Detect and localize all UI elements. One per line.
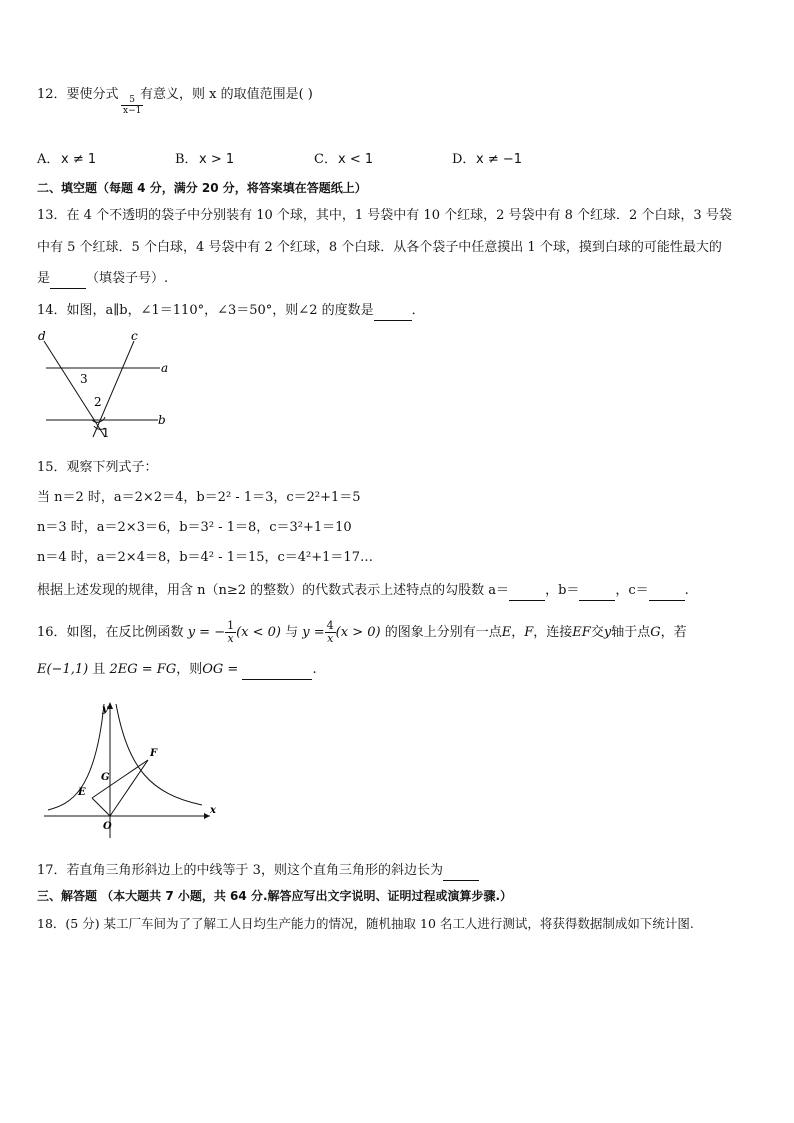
q15-blank-b[interactable] <box>579 582 615 601</box>
q16-f2-num: 4 <box>326 619 334 632</box>
label-a: a <box>161 361 169 375</box>
q15-row-3: n＝4 时，a＝2×4＝8，b＝4² - 1＝15，c＝4²+1＝17… <box>37 550 373 565</box>
q15-row-2: n＝3 时，a＝2×3＝6，b＝3² - 1＝8，c＝3²+1＝10 <box>37 520 352 535</box>
q14-end: ． <box>411 303 425 318</box>
q16-t2: 与 <box>285 625 299 640</box>
q15-intro: 15．观察下列式子： <box>37 460 158 475</box>
q16-f2-fraction <box>325 620 336 645</box>
q16-answer-blank[interactable] <box>242 661 312 680</box>
q12-option-a-value: x ≠ 1 <box>61 152 97 167</box>
q16-y: y <box>603 625 612 640</box>
q16-line-1 <box>37 620 687 646</box>
q13-line-1: 13．在 4 个不透明的袋子中分别装有 10 个球，其中，1 号袋中有 10 个红球，2 号袋中有 8 个红球．2 个白球，3 号袋 <box>37 208 732 223</box>
q12-text-a: 12．要使分式 <box>37 87 119 102</box>
q12-option-d-value: x ≠ −1 <box>476 152 523 167</box>
q15-rule-end: . <box>684 583 689 598</box>
label-1: 1 <box>102 426 110 440</box>
q12-stem <box>37 86 119 104</box>
q14-text: 14．如图，a∥b，∠1＝110°，∠3＝50°，则∠2 的度数是 <box>37 303 374 318</box>
q16-EF: EF <box>572 625 591 640</box>
q16-G: G <box>650 625 661 640</box>
q15-row-1: 当 n＝2 时，a＝2×2＝4，b＝2² - 1＝3，c＝2²+1＝5 <box>37 490 361 505</box>
q16-graph <box>40 698 220 843</box>
q16-og: OG = <box>202 662 239 677</box>
q13-line-3 <box>37 270 168 289</box>
y-axis-arrow <box>107 702 113 709</box>
label-c: c <box>131 329 138 343</box>
q12-option-a-label: A． <box>37 152 60 167</box>
q16-f1-fraction <box>225 620 236 645</box>
q16-end: . <box>312 662 317 677</box>
segment-fo <box>110 760 148 816</box>
q16-t6: 轴于点 <box>611 625 651 640</box>
line-c <box>93 341 134 437</box>
q16-t3: 的图象上分别有一点 <box>384 625 502 640</box>
q16-E: E <box>501 625 512 640</box>
q16-f1-post: (x < 0) <box>236 625 281 640</box>
segment-eo <box>92 798 110 816</box>
q16-l2-d: ，则 <box>176 662 203 677</box>
curve-right <box>116 704 202 805</box>
label-2: 2 <box>94 395 102 409</box>
q16-f2-pre: y = <box>302 625 325 640</box>
q16-t1: 16．如图，在反比例函数 <box>37 625 184 640</box>
q12-text-b: 有意义，则 x 的取值范围是( ) <box>140 87 313 102</box>
q17-text: 17．若直角三角形斜边上的中线等于 3，则这个直角三角形的斜边长为 <box>37 863 443 878</box>
q18-stem: 18．(5 分) 某工厂车间为了了解工人日均生产能力的情况，随机抽取 10 名工人进行测试，将获得数据制成如下统计图. <box>37 916 694 931</box>
q16-l2-b: 且 <box>92 662 106 677</box>
graph-label-y: y <box>102 704 108 715</box>
q13-text-a: 是 <box>37 271 51 286</box>
q12-fraction-denominator: x−1 <box>123 106 142 116</box>
graph-label-g: G <box>101 772 110 783</box>
q15-rule <box>37 582 689 601</box>
q14-answer-blank[interactable] <box>374 302 412 321</box>
q16-F: F <box>524 625 534 640</box>
q15-blank-a[interactable] <box>509 582 545 601</box>
q16-f1-den: x <box>227 632 234 645</box>
q15-blank-c[interactable] <box>649 582 685 601</box>
q17-stem <box>37 862 479 881</box>
graph-label-f: F <box>150 748 158 759</box>
q12-option-b-value: x > 1 <box>199 152 235 167</box>
q16-point-e: E(−1,1) <box>37 662 89 677</box>
section-3-title: 三、解答题 （本大题共 7 小题，共 64 分.解答应写出文字说明、证明过程或演算步骤.） <box>37 889 513 903</box>
label-3: 3 <box>80 372 88 386</box>
q16-t7: ，若 <box>660 625 687 640</box>
q16-comma1: ， <box>511 625 525 640</box>
q17-answer-blank[interactable] <box>443 862 479 881</box>
q16-f2-post: (x > 0) <box>335 625 381 640</box>
q15-rule-c: ，c＝ <box>615 583 649 598</box>
q13-line-2: 中有 5 个红球．5 个白球，4 号袋中有 2 个红球，8 个白球．从各个袋子中任意摸出 1 个球，摸到白球的可能性最大的 <box>37 240 722 255</box>
graph-label-e: E <box>78 787 86 798</box>
q16-line-2 <box>37 661 317 680</box>
q12-fraction-numerator: 5 <box>121 95 143 106</box>
q16-t4: ，连接 <box>533 625 573 640</box>
q14-stem <box>37 302 425 321</box>
graph-label-o: O <box>103 821 112 832</box>
q13-answer-blank[interactable] <box>50 270 86 289</box>
q13-text-b: （填袋子号）. <box>86 271 169 286</box>
q15-rule-a: 根据上述发现的规律，用含 n（n≥2 的整数）的代数式表示上述特点的勾股数 a＝ <box>37 583 510 598</box>
q12-option-c-label: C． <box>314 152 337 167</box>
q12-stem-rest <box>140 86 313 104</box>
q14-figure <box>30 325 180 447</box>
q16-ratio: 2EG = FG <box>109 662 177 677</box>
q16-f2-den: x <box>327 632 334 645</box>
q12-option-b-label: B． <box>175 152 198 167</box>
q12-option-c-value: x < 1 <box>338 152 374 167</box>
label-b: b <box>158 413 166 427</box>
curve-left <box>48 704 104 810</box>
label-d: d <box>38 329 46 343</box>
q16-f1-num: 1 <box>227 619 235 632</box>
q16-t5: 交 <box>590 625 604 640</box>
q15-rule-b: ，b＝ <box>545 583 580 598</box>
graph-label-x: x <box>210 805 216 816</box>
q16-f1-pre: y = − <box>187 625 226 640</box>
q12-option-d-label: D． <box>452 152 476 167</box>
section-2-title: 二、填空题（每题 4 分，满分 20 分，将答案填在答题纸上） <box>37 181 367 195</box>
